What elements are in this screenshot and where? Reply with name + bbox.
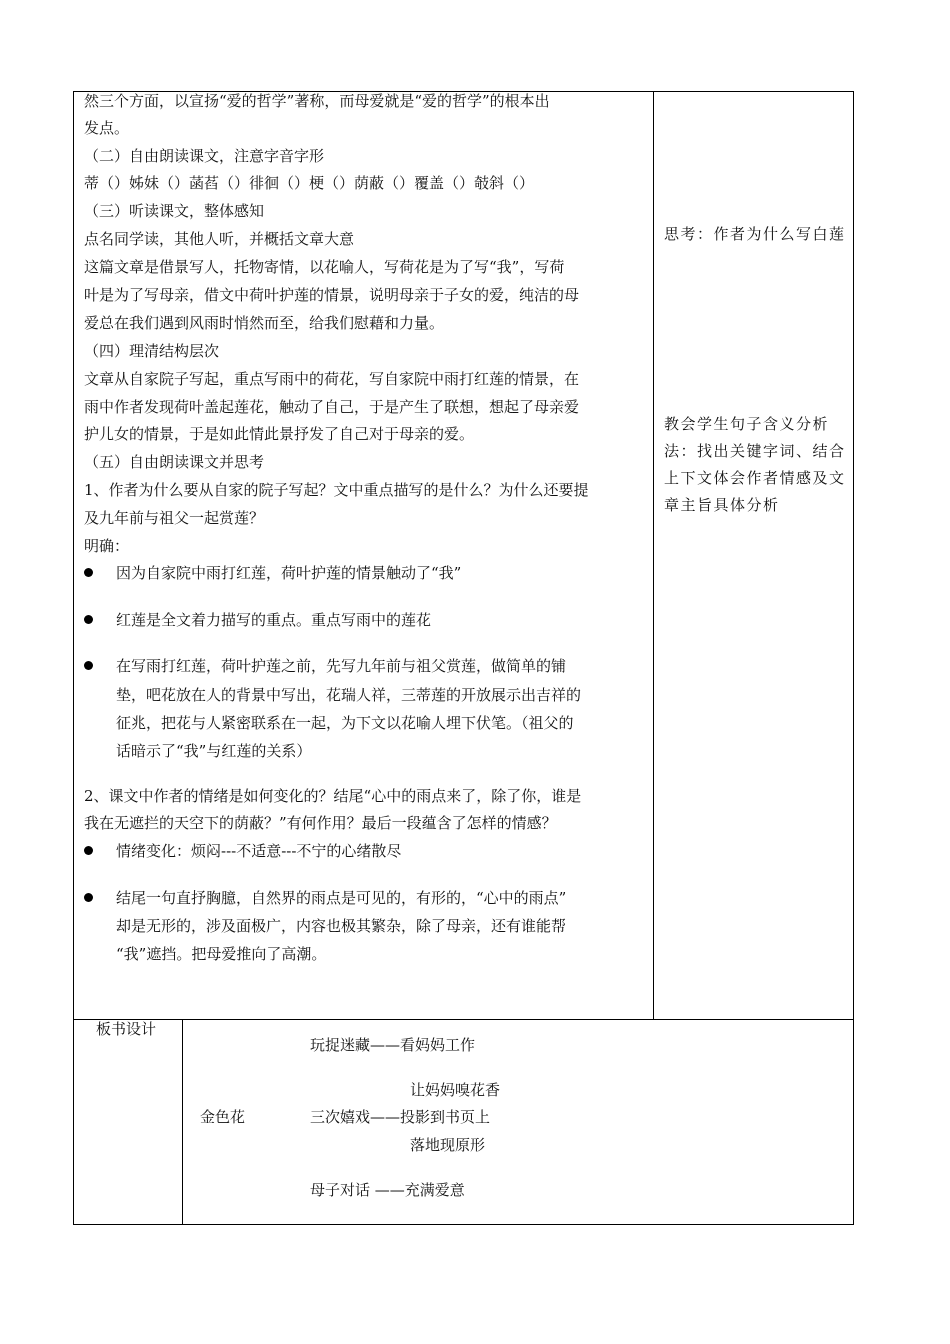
bullet-text: 在写雨打红莲，荷叶护莲之前，先写九年前与祖父赏莲，做简单的铺 — [116, 657, 567, 675]
text-line: 爱总在我们遇到风雨时悄然而至，给我们慰藉和力量。 — [84, 314, 445, 332]
text-line: 明确： — [84, 537, 130, 555]
section-heading: （二）自由朗读课文，注意字音字形 — [84, 147, 325, 165]
board-sub-item: 让妈妈嗅花香 — [410, 1081, 501, 1099]
question-line: 2、课文中作者的情绪是如何变化的？结尾“心中的雨点来了，除了你，谁是 — [84, 787, 582, 805]
table-border-right — [853, 91, 854, 1225]
question-line: 我在无遮拦的天空下的荫蔽？”有何作用？最后一段蕴含了怎样的情感？ — [84, 814, 557, 832]
board-row: 三次嬉戏——投影到书页上 — [310, 1108, 491, 1126]
board-row: 母子对话 ——充满爱意 — [310, 1181, 465, 1199]
bullet-text: 情绪变化：烦闷---不适意---不宁的心绪散尽 — [116, 842, 402, 860]
bullet-dot — [84, 846, 93, 855]
bullet-text: 却是无形的，涉及面极广，内容也极其繁杂，除了母亲，还有谁能帮 — [116, 917, 567, 935]
question-line: 及九年前与祖父一起赏莲？ — [84, 509, 265, 527]
bullet-dot — [84, 615, 93, 624]
board-title: 金色花 — [200, 1108, 246, 1126]
bullet-text: 征兆，把花与人紧密联系在一起，为下文以花喻人埋下伏笔。（祖父的 — [116, 714, 574, 732]
question-line: 1、作者为什么要从自家的院子写起？文中重点描写的是什么？为什么还要提 — [84, 481, 589, 499]
text-line: 这篇文章是借景写人，托物寄情，以花喻人，写荷花是为了写“我”，写荷 — [84, 258, 565, 276]
board-label: 板书设计 — [96, 1020, 157, 1038]
bullet-text: 结尾一句直抒胸臆，自然界的雨点是可见的，有形的，“心中的雨点” — [116, 889, 567, 907]
text-line: 护儿女的情景，于是如此情此景抒发了自己对于母亲的爱。 — [84, 425, 475, 443]
text-line: 文章从自家院子写起，重点写雨中的荷花，写自家院中雨打红莲的情景，在 — [84, 370, 580, 388]
bullet-text: 垫，吧花放在人的背景中写出，花瑞人祥，三蒂莲的开放展示出吉祥的 — [116, 686, 582, 704]
bullet-dot — [84, 661, 93, 670]
row-divider — [73, 1019, 854, 1020]
table-border-left — [73, 91, 74, 1225]
board-label-divider — [182, 1019, 183, 1225]
bullet-dot — [84, 568, 93, 577]
bullet-text: 红莲是全文着力描写的重点。重点写雨中的莲花 — [116, 611, 432, 629]
section-heading: （五）自由朗读课文并思考 — [84, 453, 265, 471]
bullet-dot — [84, 893, 93, 902]
section-heading: （四）理清结构层次 — [84, 342, 220, 360]
text-line: 叶是为了写母亲，借文中荷叶护莲的情景，说明母亲于子女的爱，纯洁的母 — [84, 286, 580, 304]
text-line: 蒂（）姊妹（）菡萏（）徘徊（）梗（）荫蔽（）覆盖（）攲斜（） — [84, 174, 535, 192]
side-note-1: 思考：作者为什么写白莲 — [664, 225, 846, 243]
bullet-text: 话暗示了“我”与红莲的关系） — [116, 742, 312, 760]
board-sub-item: 落地现原形 — [410, 1136, 486, 1154]
section-heading: （三）听读课文，整体感知 — [84, 202, 265, 220]
text-line: 点名同学读，其他人听，并概括文章大意 — [84, 230, 355, 248]
column-divider — [653, 91, 654, 1019]
board-row: 玩捉迷藏——看妈妈工作 — [310, 1036, 476, 1054]
side-note-2: 教会学生句子含义分析法：找出关键字词、结合上下文体会作者情感及文章主旨具体分析 — [664, 415, 846, 514]
text-line: 发点。 — [84, 119, 130, 137]
table-border-bottom — [73, 1224, 854, 1225]
text-line: 然三个方面，以宣扬“爱的哲学”著称，而母爱就是“爱的哲学”的根本出 — [84, 92, 550, 110]
text-line: 雨中作者发现荷叶盖起莲花，触动了自己，于是产生了联想，想起了母亲爱 — [84, 398, 580, 416]
bullet-text: “我”遮挡。把母爱推向了高潮。 — [116, 945, 327, 963]
bullet-text: 因为自家院中雨打红莲，荷叶护莲的情景触动了“我” — [116, 564, 462, 582]
